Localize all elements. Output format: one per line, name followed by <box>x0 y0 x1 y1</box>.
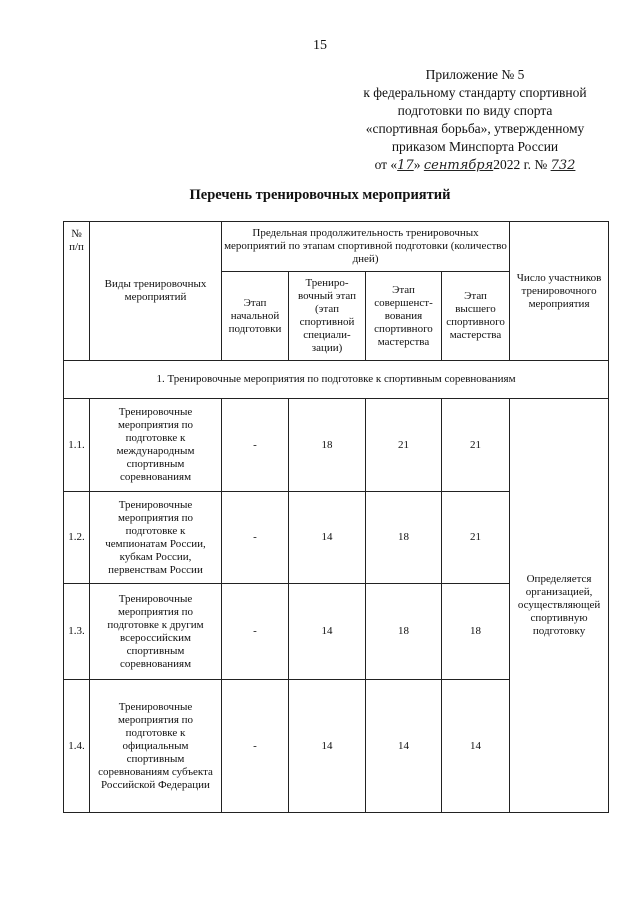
row-num: 1.4. <box>64 680 90 813</box>
date-year: 2022 г. № <box>493 157 548 172</box>
row-name: Тренировочные мероприятия по подготовке к международным спортивным соревнованиям <box>90 399 222 492</box>
row-value: - <box>222 584 289 680</box>
header-stage-initial: Этап начальной подготовки <box>222 272 289 361</box>
handwritten-month: сентября <box>423 158 494 173</box>
row-value: 18 <box>289 399 366 492</box>
appendix-line-1: Приложение № 5 <box>425 67 525 82</box>
row-value: - <box>222 399 289 492</box>
handwritten-order-number: 732 <box>550 158 576 173</box>
row-value: 21 <box>366 399 442 492</box>
appendix-line-4: «спортивная борьба», утвержденному <box>365 121 585 136</box>
header-row-1 <box>64 222 609 272</box>
date-prefix: от « <box>374 157 398 172</box>
row-value: 18 <box>366 492 442 584</box>
appendix-line-2: к федеральному стандарту спортивной <box>363 85 587 100</box>
row-value: 18 <box>442 584 510 680</box>
row-value: 14 <box>289 492 366 584</box>
header-num: № п/п <box>64 222 90 361</box>
row-name: Тренировочные мероприятия по подготовке к другим всероссийским спортивным соревнованиям <box>90 584 222 680</box>
table-row <box>64 399 609 492</box>
appendix-line-3: подготовки по виду спорта <box>397 103 553 118</box>
row-num: 1.3. <box>64 584 90 680</box>
section-row <box>64 361 609 399</box>
row-value: 14 <box>366 680 442 813</box>
training-events-table <box>63 221 609 813</box>
page-number: 15 <box>313 38 327 53</box>
row-value: 14 <box>442 680 510 813</box>
appendix-line-5: приказом Минспорта России <box>391 139 559 154</box>
participants-note: Определяется организацией, осуществляющей спортивную подготовку <box>510 399 609 813</box>
appendix-header <box>330 66 620 175</box>
header-participants: Число участников тренировочного мероприятия <box>510 222 609 361</box>
header-stage-improvement: Этап совершенст- вования спортивного мастерства <box>366 272 442 361</box>
section-title: 1. Тренировочные мероприятия по подготовке к спортивным соревнованиям <box>64 361 609 399</box>
header-stage-training: Трениро- вочный этап (этап спортивной специали- зации) <box>289 272 366 361</box>
handwritten-day: 17 <box>397 158 414 173</box>
row-value: 14 <box>289 584 366 680</box>
header-kind: Виды тренировочных мероприятий <box>90 222 222 361</box>
row-num: 1.2. <box>64 492 90 584</box>
row-value: 18 <box>366 584 442 680</box>
row-name: Тренировочные мероприятия по подготовке к чемпионатам России, кубкам России, первенствам России <box>90 492 222 584</box>
row-value: 21 <box>442 492 510 584</box>
appendix-date-line <box>330 156 620 175</box>
date-mid: » <box>413 157 421 172</box>
row-num: 1.1. <box>64 399 90 492</box>
row-value: - <box>222 492 289 584</box>
row-value: 14 <box>289 680 366 813</box>
document-title: Перечень тренировочных мероприятий <box>189 187 451 203</box>
row-value: 21 <box>442 399 510 492</box>
header-stage-highest: Этап высшего спортивного мастерства <box>442 272 510 361</box>
row-name: Тренировочные мероприятия по подготовке к официальным спортивным соревнованиям субъекта Российской Федерации <box>90 680 222 813</box>
row-value: - <box>222 680 289 813</box>
header-duration: Предельная продолжительность тренировочных мероприятий по этапам спортивной подготовки (количество дней) <box>222 222 510 272</box>
